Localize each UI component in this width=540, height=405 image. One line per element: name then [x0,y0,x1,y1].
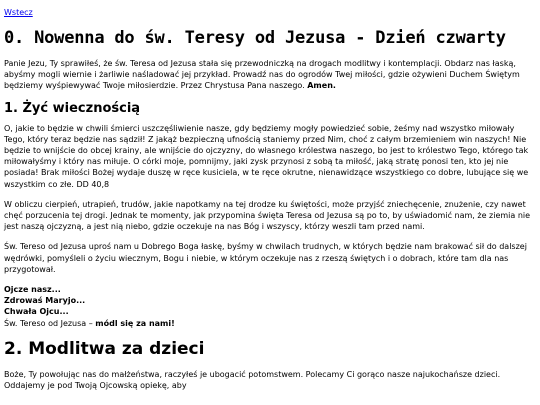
prayer-hail-mary: Zdrowaś Maryjo... [4,296,86,306]
invocation-text: Św. Tereso od Jezusa – [4,318,96,328]
section1-paragraph-1: O, jakie to będzie w chwili śmierci uszczęśliwienie nasze, gdy będziemy mogły powiedzieć sobie, żeśmy nad wszystko miłowały Tego, który teraz będzie nas sądził! Z jakąż bezpieczną ufnością staniemy przed Nim, choć z całym brzemieniem win naszych! Nie będzie to wnijście do obcej krainy, ale wnijście do ojczyzny, do własnego królestwa naszego, bo jest to królestwo Tego, którego tak miłowałyśmy i który nas miłuje. O córki moje, pomnijmy, jaki zysk przynosi z sobą ta miłość, jaką stratę ponosi ten, kto jej nie posiada! Brak miłości Bożej wydaje duszę w ręce kusiciela, w te ręce okrutne, nienawidzące wszystkiego co dobre, lubujące się we wszystkim co złe. DD 40,8 [4,123,529,189]
invocation-response: módl się za nami! [95,318,175,328]
section-heading-1: 1. Żyć wiecznością [4,100,141,116]
intro-paragraph [4,58,536,92]
prayer-invocation [4,318,536,329]
section-heading-2: 2. Modlitwa za dzieci [4,338,205,359]
section2-paragraph-1: Boże, Ty powołując nas do małżeństwa, raczyłeś je ubogacić potomstwem. Polecamy Ci gorąco nasze najukochańsze dzieci. Oddajemy je pod Twoją Ojcowską opiekę, aby [4,369,501,391]
prayer-list [4,284,536,329]
back-link[interactable]: Wstecz [4,8,33,17]
prayer-glory-be: Chwała Ojcu... [4,307,69,317]
section1-paragraph-3: Św. Tereso od Jezusa uproś nam u Dobrego Boga łaskę, byśmy w chwilach trudnych, w których będzie nam brakować sił do dalszej wędrówki, pomyśleli o życiu wiecznym, Bogu i niebie, w którym oczekuje nas z rzeszą świętych i o dobrach, które tam dla nas przygotował. [4,242,527,274]
page-title: 0. Nowenna do św. Teresy od Jezusa - Dzień czwarty [4,28,506,48]
intro-amen: Amen. [307,81,336,91]
prayer-our-father: Ojcze nasz... [4,285,61,295]
section1-paragraph-2: W obliczu cierpień, utrapień, trudów, jakie napotkamy na tej drodze ku świętości, może przyjść zniechęcenie, znużenie, czy nawet chęć porzucenia tej drogi. Jednak te momenty, jak przypomina święta Teresa od Jezusa są po to, by uświadomić nam, że ziemia nie jest naszą ojczyzną, a jest nią niebo, gdzie oczekuje na nas Bóg i wszyscy, którzy weszli tam przed nami. [4,199,531,232]
intro-text: Panie Jezu, Ty sprawiłeś, że św. Teresa od Jezusa stała się przewodniczką na drogach modlitwy i kontemplacji. Obdarz nas łaską, abyśmy mogli wiernie i żarliwie naśladować jej przykład. Prowadź nas do ogrodów Twej miłości, gdzie ożywieni Duchem Świętym będziemy wyśpiewywać Twoje miłosierdzie. Przez Chrystusa Pana naszego. [4,59,520,91]
